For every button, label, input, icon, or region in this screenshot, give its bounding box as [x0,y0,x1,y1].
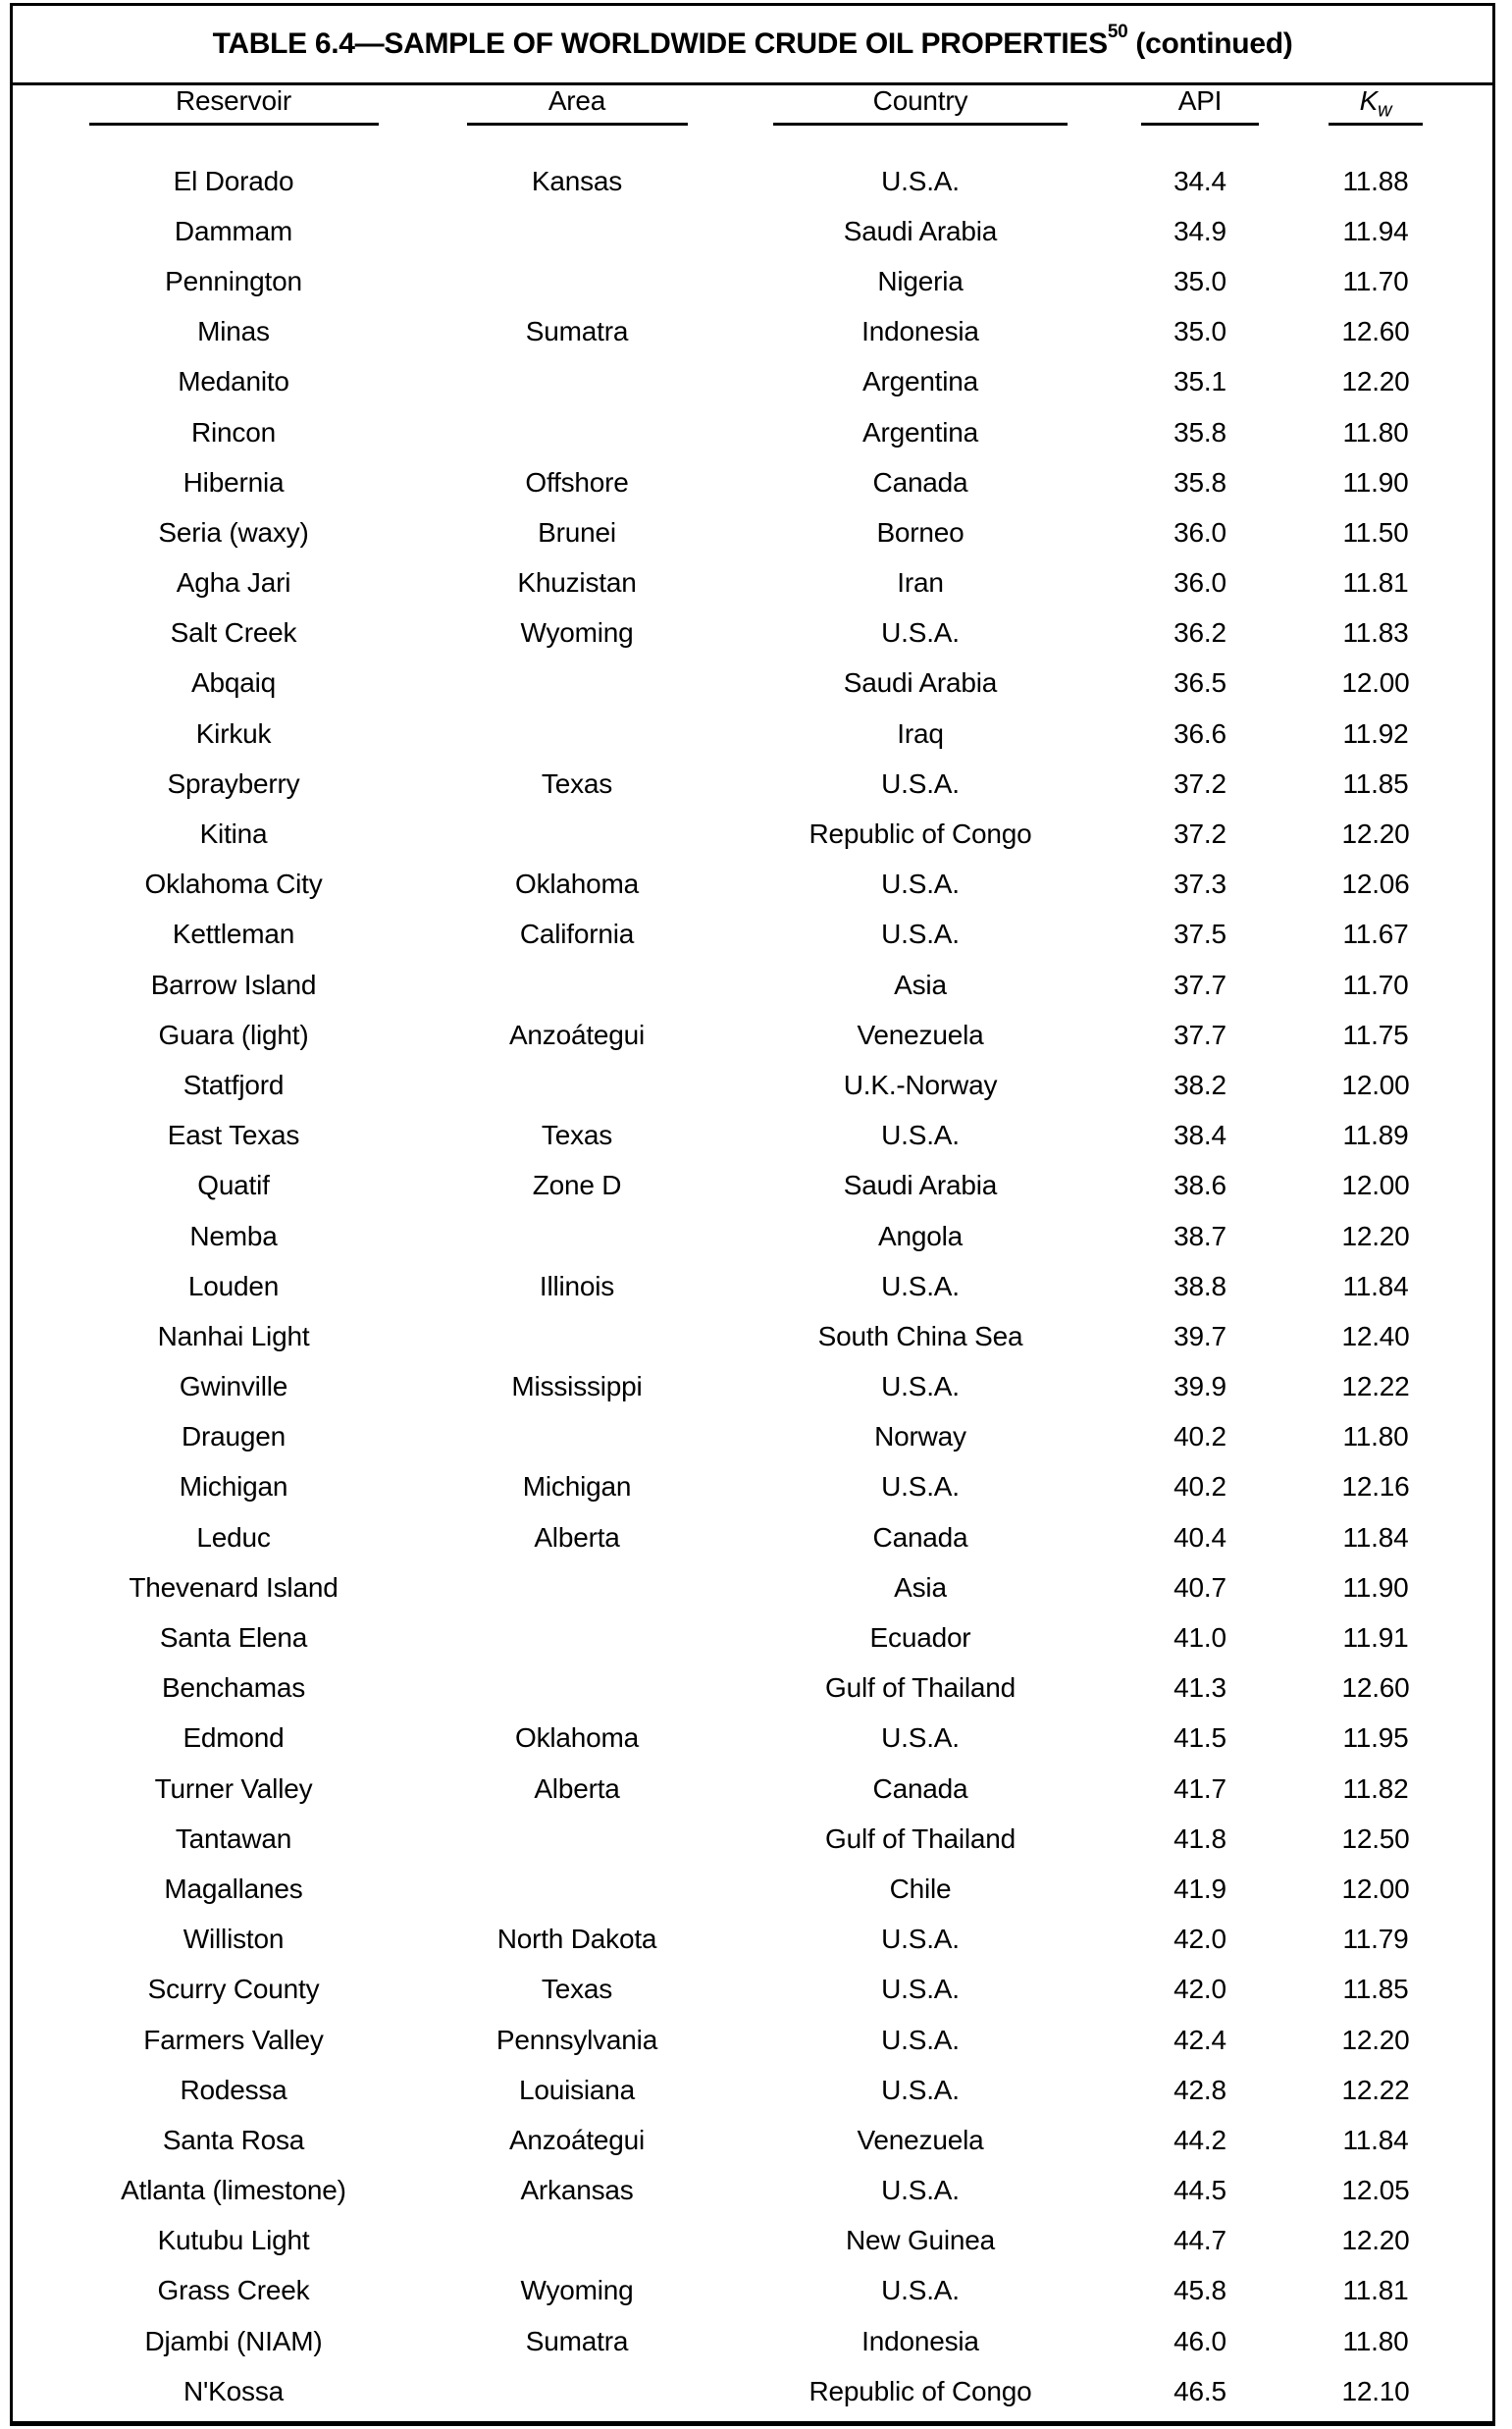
cell-country: U.S.A. [881,919,960,950]
cell-api: 35.0 [1173,265,1226,296]
cell-reservoir: Grass Creek [157,2275,310,2306]
table-row [13,1915,1492,1965]
cell-kw: 11.79 [1342,1924,1409,1955]
cell-reservoir: Turner Valley [154,1772,313,1804]
cell-area: Louisiana [518,2074,636,2105]
cell-api: 44.5 [1173,2175,1226,2206]
cell-kw: 12.20 [1341,366,1410,397]
cell-reservoir: Abqaiq [191,667,276,699]
cell-country: Saudi Arabia [843,667,998,699]
cell-api: 34.4 [1173,165,1226,196]
cell-kw: 11.82 [1342,1772,1409,1804]
column-header-reservoir [13,85,454,156]
cell-area [454,357,700,407]
cell-kw: 12.00 [1341,1170,1410,1201]
cell-kw: 11.80 [1342,2325,1409,2356]
table-row [13,307,1492,357]
table-row [13,960,1492,1010]
cell-kw: 11.85 [1342,1974,1409,2005]
cell-area [454,2216,700,2266]
table-title-footnote-ref: 50 [1107,22,1128,42]
cell-api: 37.3 [1173,869,1226,900]
cell-country: Gulf of Thailand [825,1672,1016,1704]
table-row [13,1663,1492,1714]
table-row [13,1211,1492,1261]
column-header-api [1141,85,1259,156]
header-underline-reservoir [89,123,379,126]
cell-reservoir: Pennington [165,265,302,296]
cell-country: Canada [872,1772,968,1804]
cell-area [454,1663,700,1714]
cell-kw: 11.89 [1342,1120,1409,1151]
cell-reservoir: Quatif [197,1170,270,1201]
cell-api: 41.9 [1173,1873,1226,1904]
cell-api: 41.8 [1173,1822,1226,1854]
cell-kw: 11.70 [1342,969,1409,1000]
cell-area: Texas [541,1974,613,2005]
table-row [13,156,1492,206]
cell-country: Venezuela [857,2124,984,2155]
cell-country: Chile [889,1873,952,1904]
table-row [13,1714,1492,1764]
cell-country: U.S.A. [881,1371,960,1402]
cell-kw: 12.00 [1341,1069,1410,1100]
header-underline-api [1141,123,1259,126]
column-header-kw [1259,85,1492,156]
cell-reservoir: Thevenard Island [129,1571,339,1603]
cell-api: 36.6 [1173,717,1226,749]
cell-kw: 12.50 [1341,1822,1410,1854]
table-row [13,206,1492,256]
cell-area: Texas [541,1120,613,1151]
cell-api: 41.7 [1173,1772,1226,1804]
cell-api: 40.7 [1173,1571,1226,1603]
header-underline-kw [1329,123,1423,126]
table-row [13,659,1492,709]
cell-area [454,1814,700,1864]
table-header [13,85,1492,156]
kw-symbol: K [1359,85,1379,116]
cell-kw: 11.85 [1342,767,1409,799]
cell-reservoir: Kettleman [172,919,295,950]
cell-country: U.S.A. [881,1924,960,1955]
table-row [13,407,1492,457]
cell-reservoir: Santa Elena [159,1622,308,1654]
table-row [13,1412,1492,1462]
cell-area: Zone D [532,1170,622,1201]
cell-reservoir: N'Kossa [183,2375,284,2406]
cell-reservoir: Nemba [189,1220,278,1251]
cell-area: Offshore [525,466,629,498]
header-row [13,85,1492,156]
cell-kw: 11.75 [1342,1019,1409,1050]
cell-area [454,1412,700,1462]
cell-country: U.S.A. [881,1471,960,1503]
crude-oil-properties-table [13,85,1492,2416]
cell-area [454,407,700,457]
cell-reservoir: Michigan [179,1471,288,1503]
cell-area: Brunei [538,516,616,548]
cell-country: South China Sea [817,1320,1023,1351]
cell-api: 40.2 [1173,1421,1226,1452]
cell-kw: 11.94 [1342,215,1409,246]
table-row [13,2216,1492,2266]
table-row [13,507,1492,557]
cell-api: 41.3 [1173,1672,1226,1704]
cell-area [454,809,700,859]
cell-country: Ecuador [869,1622,971,1654]
cell-area: Alberta [534,1772,620,1804]
cell-kw: 12.22 [1341,1371,1410,1402]
cell-area [454,659,700,709]
cell-area: Illinois [539,1270,615,1301]
cell-reservoir: Gwinville [179,1371,288,1402]
cell-api: 37.5 [1173,919,1226,950]
cell-reservoir: Santa Rosa [162,2124,305,2155]
cell-api: 35.8 [1173,416,1226,448]
cell-api: 46.0 [1173,2325,1226,2356]
table-row [13,809,1492,859]
table-row [13,1462,1492,1512]
cell-api: 38.2 [1173,1069,1226,1100]
cell-api: 35.8 [1173,466,1226,498]
table-title-main: TABLE 6.4—SAMPLE OF WORLDWIDE CRUDE OIL PROPERTIES [212,27,1108,60]
cell-kw: 12.20 [1341,2225,1410,2256]
cell-api: 35.0 [1173,316,1226,347]
cell-country: U.S.A. [881,869,960,900]
table-row [13,1362,1492,1412]
cell-kw: 11.80 [1342,416,1409,448]
cell-reservoir: Medanito [178,366,289,397]
table-row [13,1060,1492,1110]
cell-country: Saudi Arabia [843,1170,998,1201]
table-row [13,2166,1492,2216]
cell-country: Canada [872,466,968,498]
cell-api: 34.9 [1173,215,1226,246]
cell-api: 42.0 [1173,1924,1226,1955]
column-header-api-label: API [1177,85,1223,116]
cell-api: 38.7 [1173,1220,1226,1251]
cell-kw: 12.20 [1341,1220,1410,1251]
table-row [13,558,1492,608]
cell-country: U.S.A. [881,1120,960,1151]
cell-area [454,206,700,256]
cell-country: Argentina [861,366,979,397]
cell-country: U.S.A. [881,617,960,649]
cell-area [454,1311,700,1361]
table-row [13,1562,1492,1612]
cell-api: 37.2 [1173,767,1226,799]
cell-reservoir: Williston [182,1924,285,1955]
cell-kw: 11.80 [1342,1421,1409,1452]
cell-area: Wyoming [520,2275,634,2306]
cell-area [454,1612,700,1663]
table-row [13,608,1492,659]
table-row [13,2266,1492,2316]
cell-country: Iraq [897,717,944,749]
cell-kw: 11.50 [1342,516,1409,548]
kw-subscript: w [1378,99,1392,122]
cell-kw: 11.81 [1342,2275,1409,2306]
cell-kw: 11.70 [1342,265,1409,296]
table-row [13,1111,1492,1161]
cell-api: 41.0 [1173,1622,1226,1654]
cell-kw: 12.60 [1341,1672,1410,1704]
cell-area: California [519,919,635,950]
cell-api: 41.5 [1173,1722,1226,1754]
table-body [13,156,1492,2416]
cell-area: Kansas [531,165,623,196]
column-header-reservoir-label: Reservoir [175,85,291,116]
cell-kw: 12.20 [1341,2024,1410,2055]
table-row [13,357,1492,407]
cell-area: Pennsylvania [495,2024,658,2055]
column-header-country-label: Country [872,85,968,116]
cell-country: Norway [874,1421,966,1452]
table-row [13,1764,1492,1814]
column-header-area [454,85,700,156]
cell-kw: 12.40 [1341,1320,1410,1351]
cell-area: Sumatra [525,2325,629,2356]
cell-area [454,1060,700,1110]
cell-reservoir: Agha Jari [176,567,291,599]
cell-reservoir: Oklahoma City [144,869,323,900]
cell-reservoir: Leduc [196,1521,271,1553]
table-row [13,256,1492,306]
cell-country: Indonesia [861,2325,979,2356]
cell-reservoir: Dammam [174,215,293,246]
table-row [13,1814,1492,1864]
cell-country: Republic of Congo [808,818,1032,850]
cell-reservoir: Kutubu Light [157,2225,310,2256]
column-header-kw-label [1359,85,1392,122]
cell-reservoir: Djambi (NIAM) [144,2325,323,2356]
cell-api: 46.5 [1173,2375,1226,2406]
cell-kw: 12.06 [1341,869,1410,900]
table-row [13,2015,1492,2065]
cell-area [454,1864,700,1914]
cell-api: 36.5 [1173,667,1226,699]
table-row [13,2316,1492,2366]
cell-area [454,2366,700,2416]
cell-country: Iran [897,567,944,599]
cell-api: 42.4 [1173,2024,1226,2055]
cell-country: New Guinea [845,2225,996,2256]
cell-api: 38.8 [1173,1270,1226,1301]
cell-country: Nigeria [877,265,964,296]
cell-country: U.S.A. [881,1270,960,1301]
cell-api: 40.4 [1173,1521,1226,1553]
cell-reservoir: Magallanes [164,1873,303,1904]
cell-kw: 11.88 [1342,165,1409,196]
table-row [13,1311,1492,1361]
column-header-area-label: Area [547,85,606,116]
table-row [13,1512,1492,1562]
table-row [13,457,1492,507]
cell-reservoir: Hibernia [182,466,285,498]
cell-country: Republic of Congo [808,2375,1032,2406]
cell-reservoir: Salt Creek [170,617,297,649]
cell-country: U.S.A. [881,2074,960,2105]
cell-country: Indonesia [861,316,979,347]
cell-reservoir: Sprayberry [167,767,300,799]
cell-country: Saudi Arabia [843,215,998,246]
cell-country: Argentina [861,416,979,448]
cell-country: U.S.A. [881,2175,960,2206]
cell-area: Arkansas [520,2175,634,2206]
cell-reservoir: Rincon [191,416,276,448]
table-row [13,910,1492,960]
cell-kw: 11.84 [1342,2124,1409,2155]
cell-area: Khuzistan [517,567,637,599]
cell-kw: 12.00 [1341,667,1410,699]
table-row [13,2366,1492,2416]
cell-api: 44.2 [1173,2124,1226,2155]
cell-kw: 12.05 [1341,2175,1410,2206]
cell-area [454,256,700,306]
cell-kw: 12.00 [1341,1873,1410,1904]
cell-api: 36.0 [1173,516,1226,548]
cell-reservoir: Guara (light) [158,1019,309,1050]
cell-area: Wyoming [520,617,634,649]
table-title-suffix: (continued) [1127,27,1293,60]
cell-country: Asia [894,1571,947,1603]
cell-kw: 11.67 [1342,919,1409,950]
cell-kw: 12.20 [1341,818,1410,850]
cell-kw: 12.16 [1341,1471,1410,1503]
cell-country: Canada [872,1521,968,1553]
cell-reservoir: Minas [197,316,270,347]
cell-reservoir: Edmond [182,1722,285,1754]
cell-country: U.S.A. [881,165,960,196]
cell-reservoir: Kirkuk [195,717,272,749]
cell-kw: 11.90 [1342,1571,1409,1603]
cell-area: Anzoátegui [508,2124,646,2155]
table-title [13,6,1492,85]
cell-country: U.S.A. [881,2024,960,2055]
cell-api: 37.7 [1173,1019,1226,1050]
header-underline-country [773,123,1068,126]
cell-country: Angola [878,1220,963,1251]
column-header-country [700,85,1141,156]
cell-kw: 12.22 [1341,2074,1410,2105]
table-row [13,759,1492,809]
cell-reservoir: Louden [187,1270,280,1301]
cell-area [454,709,700,759]
cell-country: Borneo [876,516,965,548]
cell-area [454,1211,700,1261]
cell-kw: 11.91 [1342,1622,1409,1654]
cell-area: North Dakota [496,1924,657,1955]
cell-api: 36.2 [1173,617,1226,649]
cell-area: Michigan [522,1471,632,1503]
cell-kw: 12.60 [1341,316,1410,347]
cell-reservoir: Atlanta (limestone) [121,2175,346,2206]
cell-kw: 11.81 [1342,567,1409,599]
cell-kw: 11.90 [1342,466,1409,498]
cell-country: U.S.A. [881,1722,960,1754]
cell-api: 38.6 [1173,1170,1226,1201]
cell-api: 37.2 [1173,818,1226,850]
cell-area: Sumatra [525,316,629,347]
cell-area: Alberta [534,1521,620,1553]
cell-reservoir: Scurry County [147,1974,320,2005]
cell-country: U.S.A. [881,767,960,799]
cell-reservoir: East Texas [167,1120,300,1151]
cell-country: Asia [894,969,947,1000]
cell-area: Oklahoma [514,1722,639,1754]
cell-reservoir: Statfjord [182,1069,285,1100]
cell-api: 42.8 [1173,2074,1226,2105]
cell-reservoir: Benchamas [161,1672,306,1704]
cell-api: 39.7 [1173,1320,1226,1351]
cell-area [454,960,700,1010]
cell-kw: 11.84 [1342,1521,1409,1553]
cell-api: 36.0 [1173,567,1226,599]
cell-country: Venezuela [857,1019,984,1050]
table-row [13,1864,1492,1914]
cell-reservoir: Rodessa [180,2074,287,2105]
cell-country: U.S.A. [881,2275,960,2306]
table-row [13,1612,1492,1663]
cell-api: 38.4 [1173,1120,1226,1151]
table-row [13,1261,1492,1311]
table-row [13,2115,1492,2165]
cell-reservoir: Kitina [199,818,268,850]
cell-area: Oklahoma [514,869,639,900]
cell-reservoir: Barrow Island [150,969,317,1000]
table-row [13,860,1492,910]
cell-kw: 11.83 [1342,617,1409,649]
cell-reservoir: Farmers Valley [143,2024,324,2055]
cell-area: Texas [541,767,613,799]
cell-reservoir: Tantawan [175,1822,292,1854]
cell-api: 44.7 [1173,2225,1226,2256]
cell-area: Mississippi [511,1371,643,1402]
cell-area [454,1562,700,1612]
cell-reservoir: El Dorado [173,165,294,196]
table-row [13,709,1492,759]
table-row [13,1010,1492,1060]
cell-kw: 12.10 [1341,2375,1410,2406]
cell-kw: 11.95 [1342,1722,1409,1754]
table-row [13,1161,1492,1211]
cell-api: 35.1 [1173,366,1226,397]
cell-country: U.K.-Norway [843,1069,998,1100]
cell-reservoir: Nanhai Light [157,1320,310,1351]
cell-kw: 11.84 [1342,1270,1409,1301]
cell-area: Anzoátegui [508,1019,646,1050]
table-row [13,2065,1492,2115]
cell-api: 45.8 [1173,2275,1226,2306]
cell-api: 42.0 [1173,1974,1226,2005]
cell-reservoir: Draugen [181,1421,286,1452]
cell-reservoir: Seria (waxy) [158,516,309,548]
cell-country: Gulf of Thailand [825,1822,1016,1854]
header-underline-area [467,123,688,126]
cell-api: 39.9 [1173,1371,1226,1402]
cell-api: 37.7 [1173,969,1226,1000]
cell-kw: 11.92 [1342,717,1409,749]
cell-country: U.S.A. [881,1974,960,2005]
table-frame [10,3,1495,2426]
table-row [13,1965,1492,2015]
cell-api: 40.2 [1173,1471,1226,1503]
